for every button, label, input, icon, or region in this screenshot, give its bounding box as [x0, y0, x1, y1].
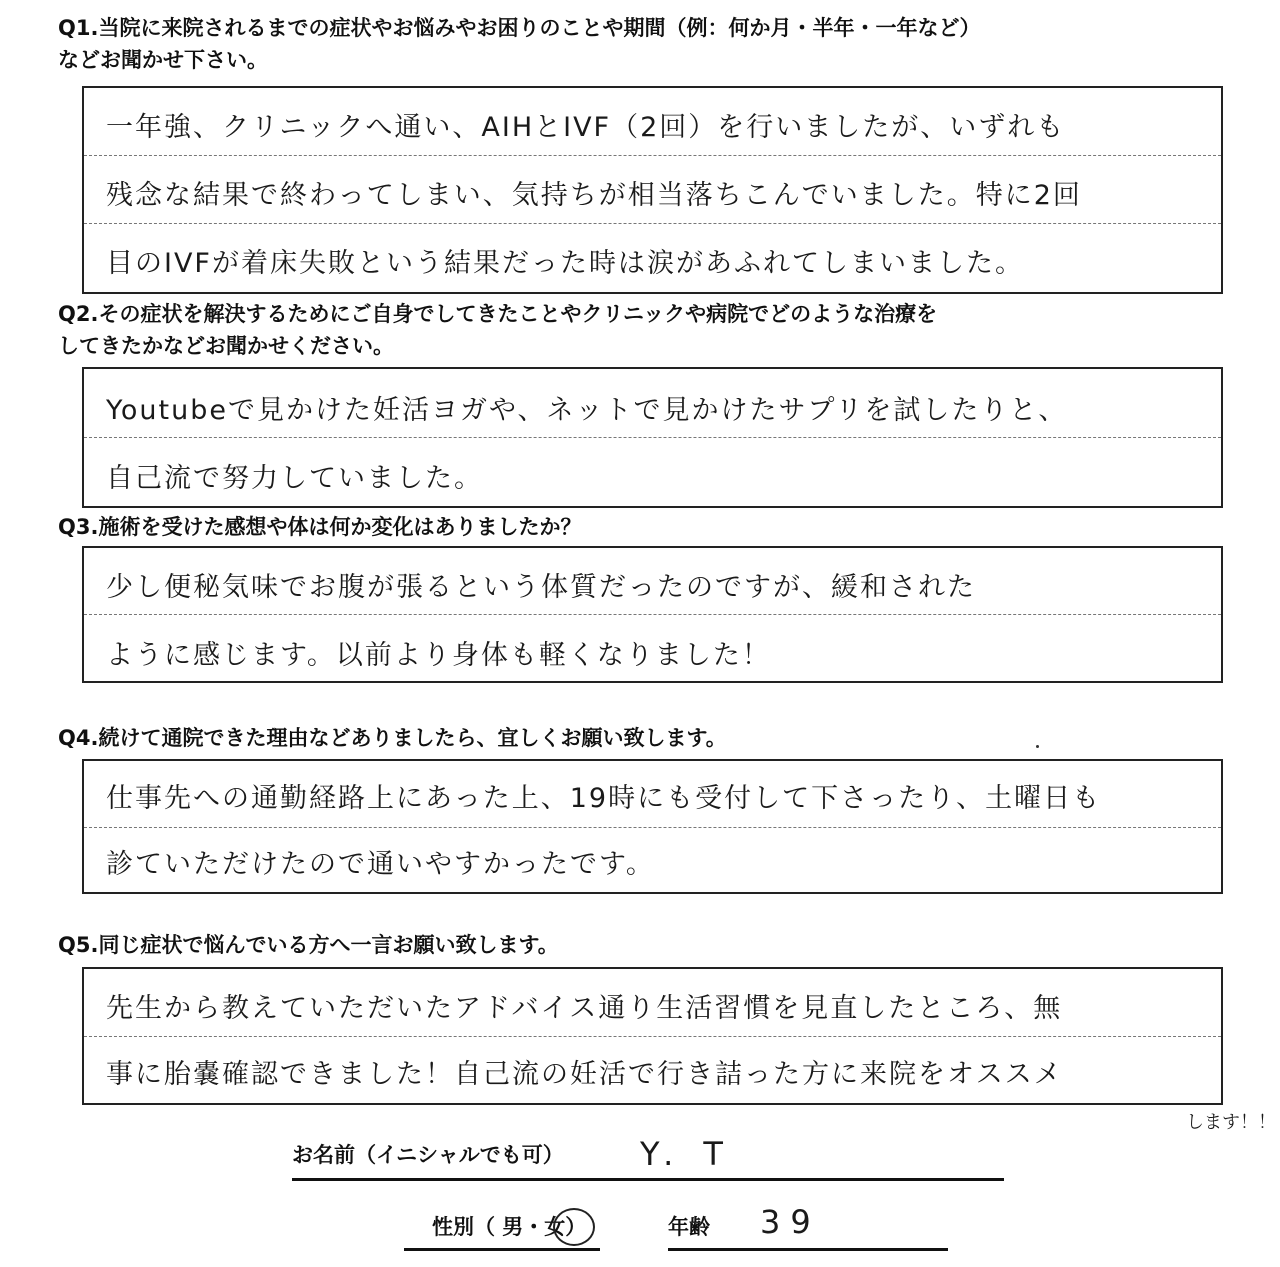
q1-answer-line-2: 残念な結果で終わってしまい、気持ちが相当落ちこんでいました。特に2回	[106, 180, 1082, 211]
q4-label-line-1: Q4.続けて通院できた理由などありましたら、宜しくお願い致します。	[58, 726, 727, 750]
q2-label	[58, 298, 937, 362]
q1-label-line-1: Q1.当院に来院されるまでの症状やお悩みやお困りのことや期間（例：何か月・半年・一年など）	[58, 16, 981, 40]
q3-answer-box	[82, 546, 1223, 683]
q2-answer-line-2: 自己流で努力していました。	[106, 463, 483, 494]
gender-label: 性別（ 男・女）	[432, 1215, 587, 1239]
q2-answer-box	[82, 367, 1223, 508]
q1-label	[58, 12, 980, 76]
q4-answer-box	[82, 759, 1223, 894]
q1-rule-1	[84, 155, 1221, 156]
name-value: Y. T	[640, 1135, 733, 1173]
age-label: 年齢	[668, 1215, 710, 1239]
name-label: お名前（イニシャルでも可）	[292, 1143, 564, 1167]
q1-answer-line-1: 一年強、クリニックへ通い、AIHとIVF（2回）を行いましたが、いずれも	[106, 112, 1066, 143]
q3-answer-line-2: ように感じます。以前より身体も軽くなりました！	[106, 640, 771, 671]
q4-rule-1	[84, 827, 1221, 828]
name-underline	[292, 1178, 1004, 1181]
ink-speck	[1036, 745, 1039, 748]
q2-label-line-2: してきたかなどお聞かせください。	[58, 334, 394, 358]
q4-answer-line-2: 診ていただけたので通いやすかったです。	[106, 849, 655, 880]
q1-rule-2	[84, 223, 1221, 224]
q3-answer-line-1: 少し便秘気味でお腹が張るという体質だったのですが、緩和された	[106, 572, 976, 603]
q5-answer-line-2: 事に胎嚢確認できました！自己流の妊活で行き詰った方に来院をオススメ	[106, 1059, 1063, 1090]
q1-answer-line-3: 目のIVFが着床失敗という結果だった時は涙があふれてしまいました。	[106, 248, 1024, 279]
q5-answer-line-1: 先生から教えていただいたアドバイス通り生活習慣を見直したところ、無	[106, 993, 1063, 1024]
age-value: 39	[760, 1203, 821, 1241]
age-underline	[668, 1248, 948, 1251]
q1-answer-box	[82, 86, 1223, 294]
q3-label	[58, 511, 581, 543]
q5-label	[58, 929, 559, 961]
gender-circle-mark	[553, 1208, 595, 1246]
q2-rule-1	[84, 437, 1221, 438]
q2-answer-line-1: Youtubeで見かけた妊活ヨガや、ネットで見かけたサプリを試したりと、	[106, 395, 1068, 426]
q4-label	[58, 722, 727, 754]
q3-label-line-1: Q3.施術を受けた感想や体は何か変化はありましたか？	[58, 515, 582, 539]
q5-overflow-note: します！！	[1186, 1112, 1276, 1133]
q3-rule-1	[84, 614, 1221, 615]
q1-label-line-2: などお聞かせ下さい。	[58, 48, 268, 72]
q4-answer-line-1: 仕事先への通勤経路上にあった上、19時にも受付して下さったり、土曜日も	[106, 783, 1102, 814]
q5-rule-1	[84, 1036, 1221, 1037]
gender-underline	[404, 1248, 600, 1251]
q5-label-line-1: Q5.同じ症状で悩んでいる方へ一言お願い致します。	[58, 933, 559, 957]
q2-label-line-1: Q2.その症状を解決するためにご自身でしてきたことやクリニックや病院でどのような治療を	[58, 302, 938, 326]
q5-answer-box	[82, 967, 1223, 1105]
